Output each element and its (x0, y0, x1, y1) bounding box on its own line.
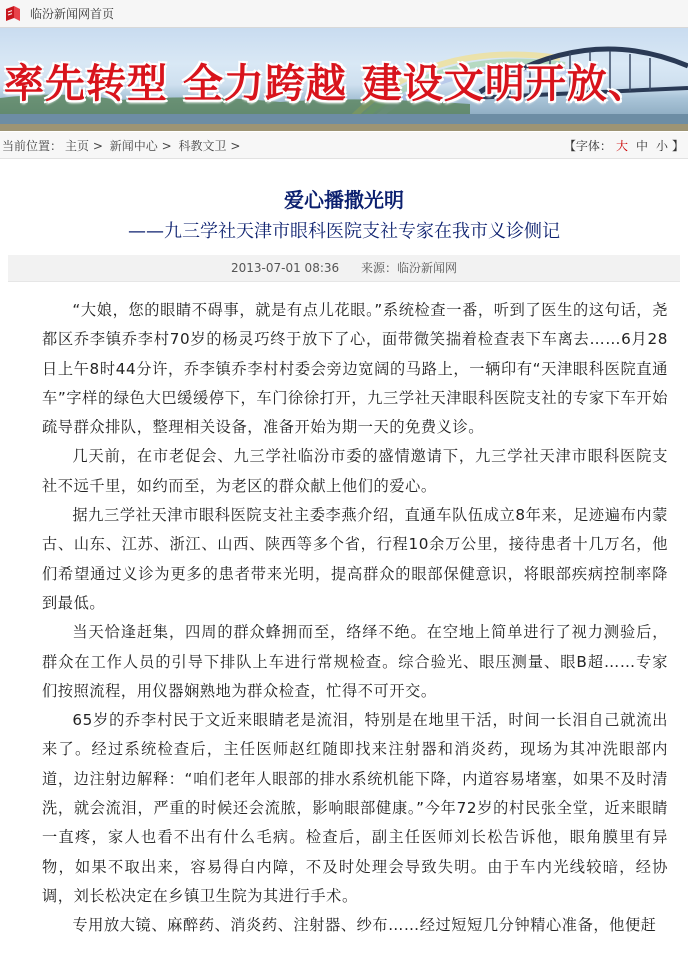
font-size-switcher (564, 137, 684, 154)
font-size-large-button[interactable]: 大 (615, 138, 628, 153)
breadcrumb-separator: > (230, 138, 241, 153)
font-size-small-button[interactable]: 小 (655, 138, 668, 153)
home-link[interactable]: 临汾新闻网首页 (30, 7, 115, 21)
article-paragraph: 专用放大镜、麻醉药、消炎药、注射器、纱布……经过短短几分钟精心准备，他便赶 (72, 916, 657, 935)
article-title: 爱心播撒光明 (284, 188, 404, 212)
breadcrumb-item-news-center[interactable]: 新闻中心 (109, 138, 158, 153)
breadcrumb (2, 137, 243, 154)
top-bar (0, 0, 688, 28)
font-size-prefix: 【字体： (563, 138, 612, 153)
article-paragraph: “大娘，您的眼睛不碍事，就是有点儿花眼。”系统检查一番，听到了医生的这句话，尧都区乔李镇乔李村70岁的杨灵巧终于放下了心，面带微笑揣着检查表下车离去……6月28日上午8时44分许，乔李镇乔李村村委会旁边宽阔的马路上，一辆印有“天津眼科医院直通车”字样的绿色大巴缓缓停下，车门徐徐打开，九三学社天津眼科医院支社的专家下车开始疏导群众排队，整理相关设备，准备开始为期一天的免费义诊。 (42, 301, 668, 437)
breadcrumb-item-home[interactable]: 主页 (65, 138, 90, 153)
article-paragraph: 当天恰逢赶集，四周的群众蜂拥而至，络绎不绝。在空地上简单进行了视力测验后，群众在工作人员的引导下排队上车进行常规检查。综合验光、眼压测量、眼B超……专家们按照流程，用仪器娴熟地为群众检查，忙得不可开交。 (42, 623, 668, 700)
breadcrumb-separator: > (161, 138, 172, 153)
font-size-suffix: 】 (671, 138, 684, 153)
article-body (42, 296, 668, 941)
article-source: 来源：临汾新闻网 (360, 261, 457, 275)
banner (0, 28, 688, 131)
article-paragraph: 65岁的乔李村民于文近来眼睛老是流泪，特别是在地里干活，时间一长泪自己就流出来了。经过系统检查后，主任医师赵红随即找来注射器和消炎药，现场为其冲洗眼部内道，边注射边解释：“咱们老年人眼部的排水系统机能下降，内道容易堵塞，如果不及时清洗，就会流泪，严重的时候还会流脓，影响眼部健康。”今年72岁的村民张全堂，近来眼睛一直疼，家人也看不出有什么毛病。检查后，副主任医师刘长松告诉他，眼角膜里有异物，如果不取出来，容易得白内障，不及时处理会导致失明。由于车内光线较暗，经协调，刘长松决定在乡镇卫生院为其进行手术。 (42, 711, 668, 905)
article-subtitle: ——九三学社天津市眼科医院支社专家在我市义诊侧记 (128, 221, 560, 242)
banner-slogan: 率先转型 全力跨越 建设文明开放、 (4, 60, 649, 107)
article-paragraph: 据九三学社天津市眼科医院支社主委李燕介绍，直通车队伍成立8年来，足迹遍布内蒙古、山东、江苏、浙江、山西、陕西等多个省，行程10余万公里，接待患者十几万名，他们希望通过义诊为更多的患者带来光明，提高群众的眼部保健意识，将眼部疾病控制率降到最低。 (42, 506, 668, 612)
article-paragraph: 几天前，在市老促会、九三学社临汾市委的盛情邀请下，九三学社天津市眼科医院支社不远千里，如约而至，为老区的群众献上他们的爱心。 (42, 447, 668, 495)
font-size-medium-button[interactable]: 中 (635, 138, 648, 153)
breadcrumb-separator: > (92, 138, 103, 153)
article-date: 2013-07-01 08:36 (231, 261, 340, 275)
breadcrumb-prefix: 当前位置： (2, 138, 63, 153)
breadcrumb-item-science-education[interactable]: 科教文卫 (178, 138, 227, 153)
location-bar (0, 132, 688, 159)
newspaper-flag-icon (4, 5, 22, 23)
article-meta (8, 255, 680, 282)
